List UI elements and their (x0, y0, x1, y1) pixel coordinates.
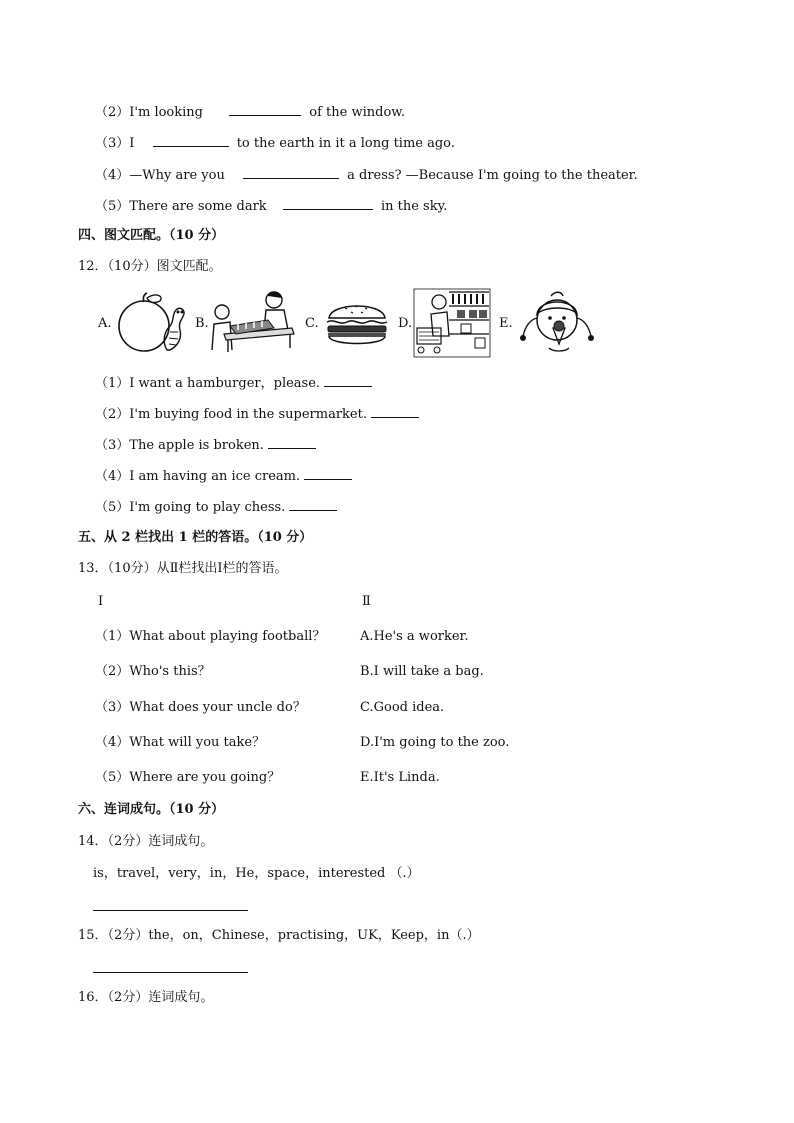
item-number: （5） (95, 199, 130, 214)
answer-blank[interactable] (229, 103, 301, 116)
column-2-option-b: B.I will take a bag. (360, 664, 484, 679)
item-text: I'm buying food in the supermarket. (129, 407, 367, 422)
match-item-5 (95, 498, 337, 516)
question-14-title: 14．（2分）连词成句。 (78, 834, 214, 849)
match-item-4 (95, 467, 352, 485)
item-text: Who's this？ (129, 664, 211, 679)
column-2-option-a: A.He's a worker. (360, 629, 469, 644)
match-item-3 (95, 436, 316, 454)
section-5-heading: 五、从 2 栏找出 1 栏的答语。（10 分） (78, 530, 313, 545)
item-text: What does your uncle do？ (129, 700, 306, 715)
match-item-2 (95, 405, 419, 423)
answer-blank[interactable] (324, 374, 372, 387)
item-text: Where are you going？ (129, 770, 281, 785)
column-1-header: Ⅰ (98, 594, 104, 609)
question-14-words: is，travel，very，in，He，space，interested （.） (93, 866, 420, 881)
item-number: （3） (95, 438, 130, 453)
item-number: （2） (95, 664, 130, 679)
question-16-title: 16．（2分）连词成句。 (78, 990, 214, 1005)
answer-blank[interactable] (283, 197, 373, 210)
question-13-title: 13．（10分）从Ⅱ栏找出Ⅰ栏的答语。 (78, 561, 288, 576)
fill-blank-item-3 (95, 134, 455, 152)
item-number: （4） (95, 469, 130, 484)
item-text: I'm going to play chess. (129, 500, 286, 515)
section-4-heading: 四、图文匹配。（10 分） (78, 228, 225, 243)
fill-blank-item-2 (95, 103, 405, 121)
item-number: （2） (95, 407, 130, 422)
item-number: （3） (95, 136, 130, 151)
fill-blank-item-4 (95, 166, 638, 184)
question-15: 15．（2分）the，on，Chinese，practising，UK，Keep，in（.） (78, 928, 480, 943)
column-1-item-4 (95, 735, 265, 751)
item-text: I am having an ice cream. (129, 469, 301, 484)
item-text-after: a dress? —Because I'm going to the theater. (347, 168, 638, 183)
answer-blank[interactable] (304, 467, 352, 480)
answer-line-14[interactable] (93, 910, 248, 911)
item-text-before: —Why are you (129, 168, 225, 183)
column-1-item-3 (95, 700, 306, 716)
item-text-after: in the sky. (380, 199, 448, 214)
item-text-before: I (129, 136, 135, 151)
item-text: I want a hamburger，please. (129, 376, 321, 391)
picture-label-d: D. (398, 316, 413, 331)
item-number: （1） (95, 629, 130, 644)
picture-label-a: A. (98, 316, 112, 331)
item-text: What about playing football？ (129, 629, 326, 644)
picture-label-b: B. (195, 316, 209, 331)
picture-label-c: C. (305, 316, 319, 331)
column-1-item-2 (95, 664, 211, 680)
column-2-option-d: D.I'm going to the zoo. (360, 735, 510, 750)
section-6-heading: 六、连词成句。（10 分） (78, 802, 225, 817)
girl-eating-ice-cream-icon (519, 290, 595, 354)
apple-with-worm-icon (112, 292, 188, 354)
answer-blank[interactable] (289, 498, 337, 511)
item-number: （3） (95, 700, 130, 715)
column-1-item-5 (95, 770, 280, 786)
item-number: （5） (95, 770, 130, 785)
answer-blank[interactable] (371, 405, 419, 418)
fill-blank-item-5 (95, 197, 447, 215)
column-2-option-e: E.It's Linda. (360, 770, 440, 785)
item-number: （4） (95, 168, 130, 183)
item-text-after: to the earth in it a long time ago. (236, 136, 455, 151)
answer-blank[interactable] (153, 134, 229, 147)
item-text-after: of the window. (309, 105, 405, 120)
picture-label-e: E. (499, 316, 513, 331)
children-playing-chess-icon (208, 290, 296, 354)
item-number: （5） (95, 500, 130, 515)
supermarket-shopping-icon (413, 288, 491, 358)
item-number: （2） (95, 105, 130, 120)
item-text-before: There are some dark (129, 199, 267, 214)
column-2-header: Ⅱ (362, 594, 371, 609)
item-text: The apple is broken. (129, 438, 264, 453)
answer-line-15[interactable] (93, 972, 248, 973)
match-item-1 (95, 374, 372, 392)
item-text-before: I'm looking (129, 105, 203, 120)
answer-blank[interactable] (243, 166, 339, 179)
question-12-title: 12．（10分）图文匹配。 (78, 259, 222, 274)
item-number: （1） (95, 376, 130, 391)
hamburger-icon (325, 296, 389, 348)
column-2-option-c: C.Good idea. (360, 700, 445, 715)
item-number: （4） (95, 735, 130, 750)
column-1-item-1 (95, 629, 325, 645)
answer-blank[interactable] (268, 436, 316, 449)
item-text: What will you take？ (129, 735, 266, 750)
